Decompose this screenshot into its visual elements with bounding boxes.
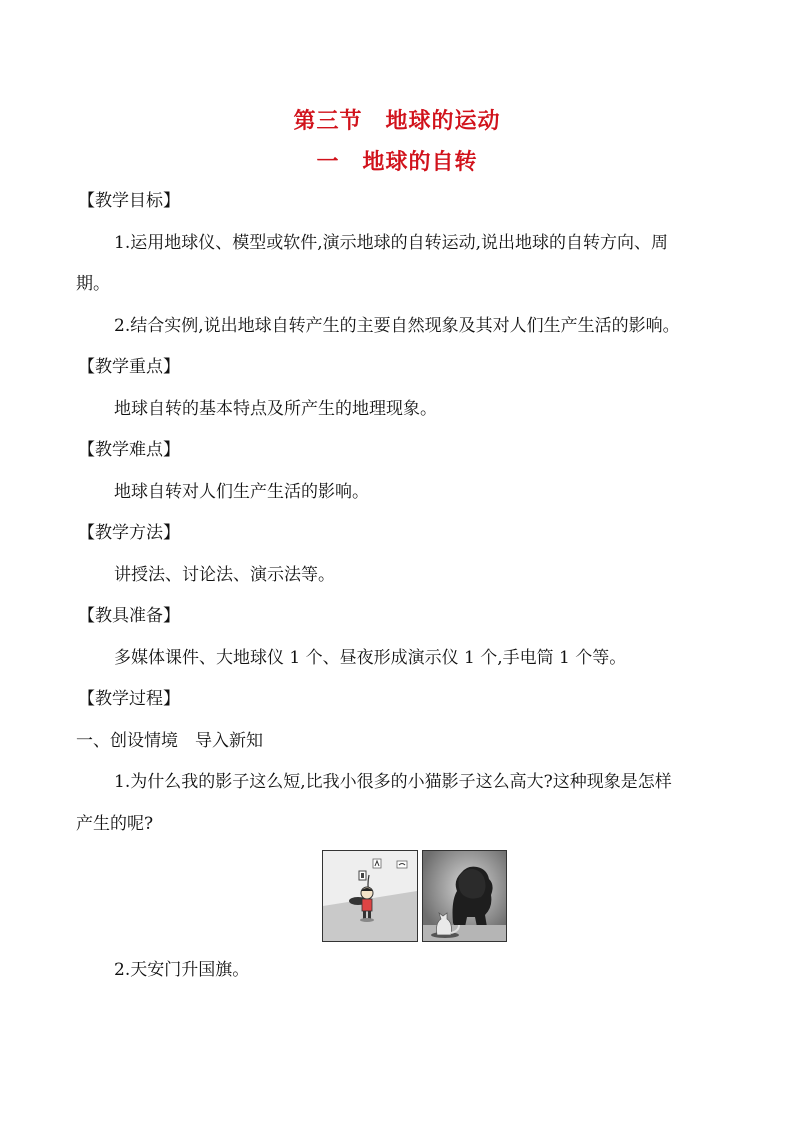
goal-1-line-2: 期。 xyxy=(76,274,110,294)
question-1-line-1: 1.为什么我的影子这么短,比我小很多的小猫影子这么高大?这种现象是怎样 xyxy=(114,772,672,792)
tools-text: 多媒体课件、大地球仪 1 个、昼夜形成演示仪 1 个,手电筒 1 个等。 xyxy=(114,648,627,668)
subsection-title: 一 地球的自转 xyxy=(316,150,478,175)
question-1-line-2: 产生的呢? xyxy=(76,814,154,834)
goal-2: 2.结合实例,说出地球自转产生的主要自然现象及其对人们生产生活的影响。 xyxy=(114,316,680,336)
cartoon-shadow-scene-image xyxy=(322,850,418,942)
difficulty-text: 地球自转对人们生产生活的影响。 xyxy=(114,482,369,502)
cat-lion-shadow-image xyxy=(422,850,507,942)
goals-heading: 【教学目标】 xyxy=(78,191,180,211)
cartoon-scene-drawing xyxy=(323,851,417,941)
goal-1-line-1: 1.运用地球仪、模型或软件,演示地球的自转运动,说出地球的自转方向、周 xyxy=(114,233,669,253)
difficulty-heading: 【教学难点】 xyxy=(78,440,180,460)
key-points-heading: 【教学重点】 xyxy=(78,357,180,377)
methods-heading: 【教学方法】 xyxy=(78,523,180,543)
section-title: 第三节 地球的运动 xyxy=(293,109,501,134)
cat-lion-drawing xyxy=(423,851,506,941)
question-2: 2.天安门升国旗。 xyxy=(114,960,250,980)
part-1-heading: 一、创设情境 导入新知 xyxy=(76,731,263,751)
tools-heading: 【教具准备】 xyxy=(78,606,180,626)
methods-text: 讲授法、讨论法、演示法等。 xyxy=(114,565,335,585)
key-points-text: 地球自转的基本特点及所产生的地理现象。 xyxy=(114,399,437,419)
process-heading: 【教学过程】 xyxy=(78,689,180,709)
